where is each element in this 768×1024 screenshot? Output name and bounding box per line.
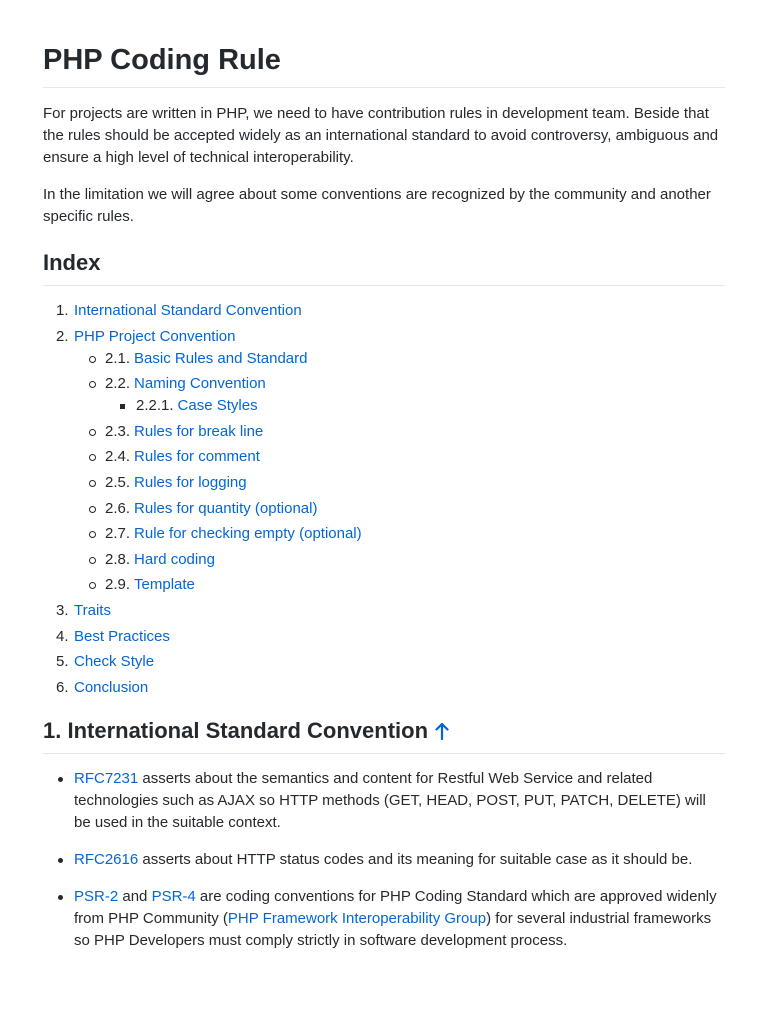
toc-number: 6. xyxy=(56,678,69,696)
toc-number: 1. xyxy=(56,302,69,319)
toc-number: 4. xyxy=(56,627,69,645)
rfc7231-link[interactable]: RFC7231 xyxy=(74,769,139,787)
toc-number: 2.9. xyxy=(105,576,131,594)
psr4-link[interactable]: PSR-4 xyxy=(151,887,196,905)
toc-number: 3. xyxy=(56,601,69,619)
toc-subitem xyxy=(74,421,725,443)
toc-item xyxy=(43,600,725,622)
toc-item xyxy=(43,326,725,597)
table-of-contents xyxy=(43,300,725,699)
standards-list xyxy=(43,768,725,952)
list-item-text: are coding conventions for PHP Coding Standard which are approved widenly from PHP Community ( xyxy=(74,887,717,927)
toc-link-php-project-convention[interactable]: PHP Project Convention xyxy=(74,327,236,345)
toc-subitem xyxy=(74,472,725,494)
rfc2616-link[interactable]: RFC2616 xyxy=(74,850,139,868)
arrow-up-icon[interactable] xyxy=(434,717,450,745)
toc-link-case-styles[interactable]: Case Styles xyxy=(177,397,258,415)
toc-link-traits[interactable]: Traits xyxy=(74,601,111,619)
toc-link-comment[interactable]: Rules for comment xyxy=(134,448,260,466)
section-heading-text: 1. International Standard Convention xyxy=(43,717,429,743)
toc-number: 2.7. xyxy=(105,525,131,543)
toc-subitem xyxy=(74,523,725,545)
section-heading-international-standard xyxy=(43,717,725,754)
toc-number: 2.2. xyxy=(105,375,131,393)
toc-link-basic-rules[interactable]: Basic Rules and Standard xyxy=(134,349,308,367)
toc-number: 2.4. xyxy=(105,448,131,466)
toc-number: 2.8. xyxy=(105,550,131,568)
php-fig-link[interactable]: PHP Framework Interoperability Group xyxy=(227,909,487,927)
toc-subsubitem xyxy=(105,395,725,417)
index-heading: Index xyxy=(43,249,725,286)
toc-subitem xyxy=(74,373,725,417)
toc-link-check-style[interactable]: Check Style xyxy=(74,653,155,671)
intro-paragraph-1: For projects are written in PHP, we need to have contribution rules in development team. Beside that the rules should be accepted widely as an international standard to avoid controversy, ambiguous and ensure a high level of technical interoperability. xyxy=(43,105,719,166)
toc-subitem xyxy=(74,549,725,571)
toc-link-quantity[interactable]: Rules for quantity (optional) xyxy=(134,499,318,517)
toc-subitem xyxy=(74,498,725,520)
toc-number: 2.6. xyxy=(105,499,131,517)
toc-link-checking-empty[interactable]: Rule for checking empty (optional) xyxy=(134,525,362,543)
psr2-link[interactable]: PSR-2 xyxy=(74,887,119,905)
toc-subsublist xyxy=(105,395,725,417)
list-item xyxy=(43,849,725,871)
toc-item xyxy=(43,651,725,673)
toc-number: 2. xyxy=(56,327,69,345)
list-item-text: ) for several industrial frameworks so PHP Developers must comply strictly in software development process. xyxy=(74,909,712,949)
toc-link-break-line[interactable]: Rules for break line xyxy=(134,422,264,440)
toc-sublist xyxy=(74,348,725,597)
page-title: PHP Coding Rule xyxy=(43,0,725,88)
toc-item xyxy=(43,300,725,322)
toc-subitem xyxy=(74,348,725,370)
toc-number: 2.3. xyxy=(105,422,131,440)
list-item-text: asserts about HTTP status codes and its meaning for suitable case as it should be. xyxy=(138,850,693,868)
toc-link-naming-convention[interactable]: Naming Convention xyxy=(134,375,266,393)
toc-number: 2.2.1. xyxy=(136,397,174,415)
toc-subitem xyxy=(74,446,725,468)
toc-link-logging[interactable]: Rules for logging xyxy=(134,473,247,491)
toc-link-conclusion[interactable]: Conclusion xyxy=(74,678,149,696)
toc-link-hard-coding[interactable]: Hard coding xyxy=(134,550,215,568)
list-item-text: asserts about the semantics and content for Restful Web Service and related technologies such as AJAX so HTTP methods (GET, HEAD, POST, PUT, PATCH, DELETE) will be used in the suitable context. xyxy=(74,769,706,831)
toc-subitem xyxy=(74,574,725,596)
list-item xyxy=(43,768,725,834)
intro-paragraph-2: In the limitation we will agree about some conventions are recognized by the community and another specific rules. xyxy=(43,186,711,225)
toc-item xyxy=(43,677,725,699)
toc-link-template[interactable]: Template xyxy=(134,576,195,594)
list-item-text: and xyxy=(118,887,152,905)
toc-number: 5. xyxy=(56,653,69,671)
toc-item xyxy=(43,626,725,648)
list-item xyxy=(43,886,725,952)
toc-link-international-standard-convention[interactable]: International Standard Convention xyxy=(74,302,302,319)
toc-number: 2.1. xyxy=(105,349,131,367)
toc-number: 2.5. xyxy=(105,473,131,491)
toc-link-best-practices[interactable]: Best Practices xyxy=(74,627,170,645)
